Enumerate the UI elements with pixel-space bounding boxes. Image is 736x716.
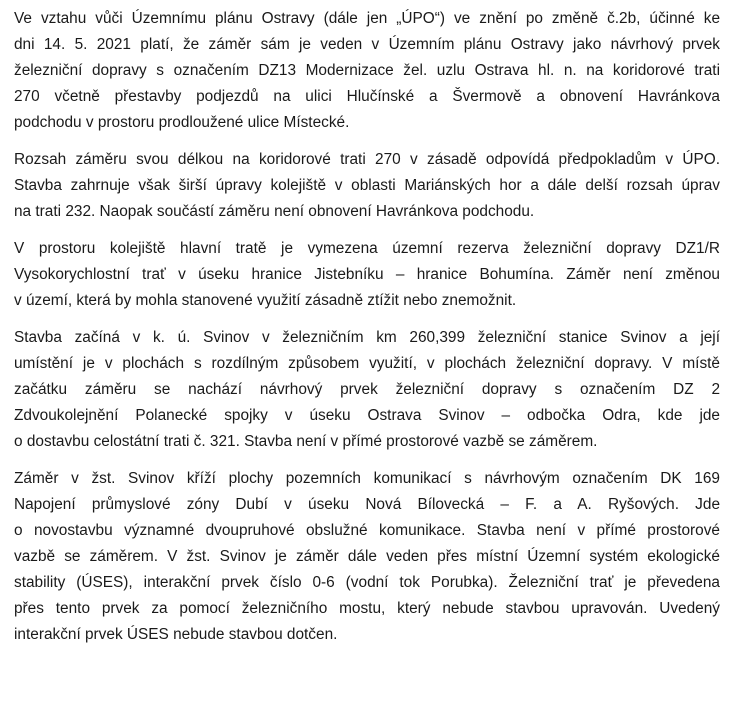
paragraph-svinov-start <box>14 325 720 455</box>
text-line: Rozsah záměru svou délkou na koridorové trati 270 v zásadě odpovídá předpokladům v ÚPO. <box>14 151 720 168</box>
paragraph-scope <box>14 147 720 225</box>
text-line: podchodu v prostoru prodloužené ulice Místecké. <box>14 114 350 131</box>
text-line: interakční prvek ÚSES nebude stavbou dotčen. <box>14 626 338 643</box>
text-line: vazbě se záměrem. V žst. Svinov je záměr dále veden přes místní Územní systém ekologické <box>14 548 720 565</box>
text-line: stability (ÚSES), interakční prvek číslo 0-6 (vodní tok Porubka). Železniční trať je převedena <box>14 574 720 591</box>
text-line: v území, která by mohla stanovené využití zásadně ztížit nebo znemožnit. <box>14 292 517 309</box>
document-body <box>14 6 720 659</box>
text-line: Napojení průmyslové zóny Dubí v úseku Nová Bílovecká – F. a A. Ryšových. Jde <box>14 496 720 513</box>
text-line: železniční dopravy s označením DZ13 Modernizace žel. uzlu Ostrava hl. n. na koridorové trati <box>14 62 720 79</box>
text-line: Stavba začíná v k. ú. Svinov v železničním km 260,399 železniční stanice Svinov a její <box>14 329 720 346</box>
text-line: začátku záměru se nachází návrhový prvek železniční dopravy s označením DZ 2 <box>14 381 720 398</box>
text-line: Stavba zahrnuje však širší úpravy kolejiště v oblasti Mariánských hor a dále delší rozsah úprav <box>14 177 720 194</box>
text-line: přes tento prvek za pomocí železničního mostu, který nebude stavbou upravován. Uvedený <box>14 600 720 617</box>
text-line: o novostavbu významné dvoupruhové obslužné komunikace. Stavba není v přímé prostorové <box>14 522 720 539</box>
text-line: dni 14. 5. 2021 platí, že záměr sám je veden v Územním plánu Ostravy jako návrhový prvek <box>14 36 720 53</box>
text-line: 270 včetně přestavby podjezdů na ulici Hlučínské a Švermově a obnovení Havránkova <box>14 88 720 105</box>
text-line: o dostavbu celostátní trati č. 321. Stavba není v přímé prostorové vazbě se záměrem. <box>14 433 598 450</box>
text-line: V prostoru kolejiště hlavní tratě je vymezena územní rezerva železniční dopravy DZ1/R <box>14 240 720 257</box>
text-line: Zdvoukolejnění Polanecké spojky v úseku Ostrava Svinov – odbočka Odra, kde jde <box>14 407 720 424</box>
text-line: umístění je v plochách s rozdílným způsobem využití, v plochách železniční dopravy. V místě <box>14 355 720 372</box>
text-line: Vysokorychlostní trať v úseku hranice Jistebníku – hranice Bohumína. Záměr není změnou <box>14 266 720 283</box>
paragraph-road-crossing-uses <box>14 466 720 648</box>
paragraph-upo-relation <box>14 6 720 136</box>
text-line: na trati 232. Naopak součástí záměru není obnovení Havránkova podchodu. <box>14 203 535 220</box>
text-line: Záměr v žst. Svinov kříží plochy pozemních komunikací s návrhovým označením DK 169 <box>14 470 720 487</box>
paragraph-territorial-reserve <box>14 236 720 314</box>
text-line: Ve vztahu vůči Územnímu plánu Ostravy (dále jen „ÚPO“) ve znění po změně č.2b, účinné ke <box>14 10 720 27</box>
